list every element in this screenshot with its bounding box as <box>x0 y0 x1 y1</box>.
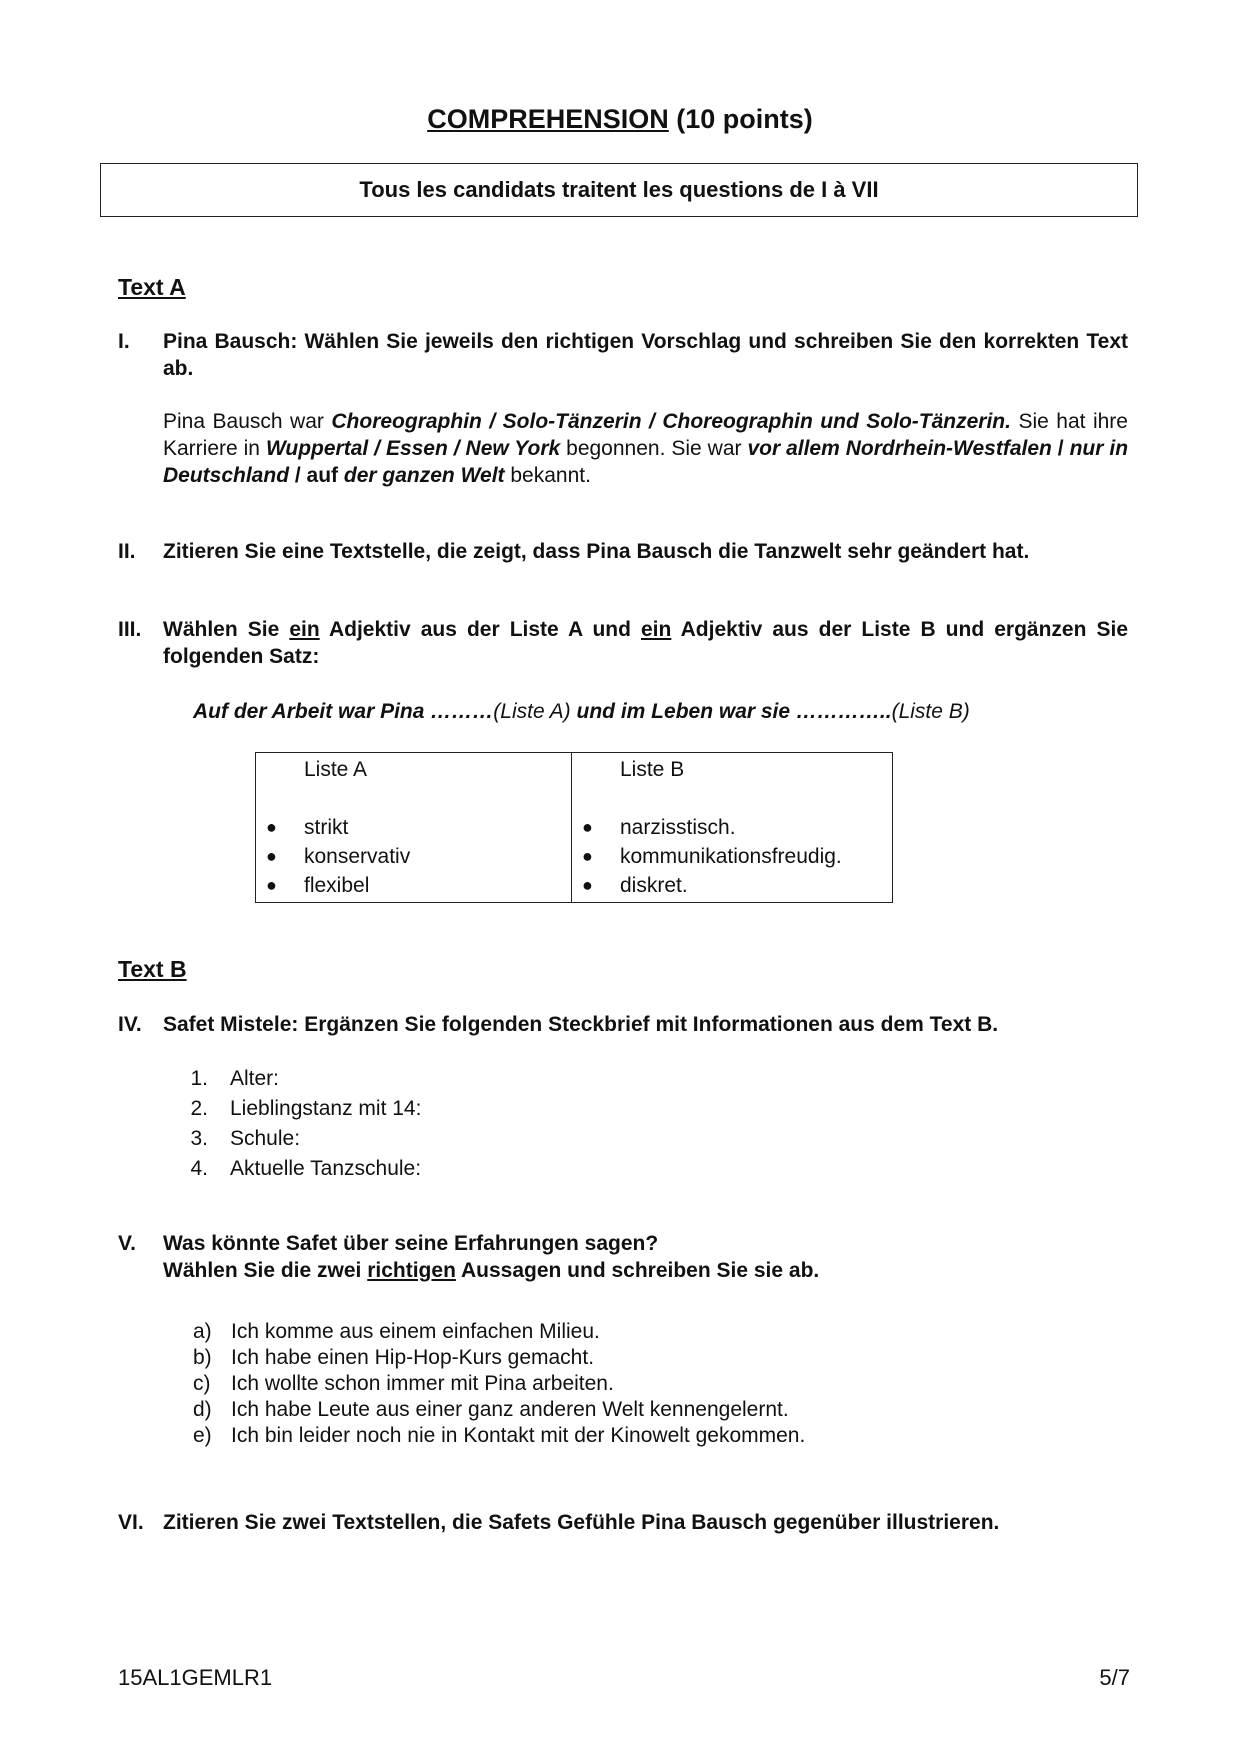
list-item-label: Aktuelle Tanzschule: <box>230 1157 422 1180</box>
option-key: c) <box>193 1372 211 1395</box>
list-number: 4. <box>190 1157 208 1180</box>
page-title <box>0 104 1240 135</box>
title-main: COMPREHENSION <box>427 104 669 134</box>
liste-b <box>572 753 893 903</box>
question-text-emphasis: richtigen <box>367 1259 456 1282</box>
option-text: Ich bin leider noch nie in Kontakt mit der Kinowelt gekommen. <box>231 1424 806 1447</box>
choice-separator: / <box>1051 437 1070 460</box>
choice-option: vor allem Nordrhein-Westfalen <box>747 437 1052 460</box>
list-item <box>160 1154 421 1184</box>
question-number: III. <box>118 618 142 641</box>
list-number: 2. <box>190 1097 208 1120</box>
question-3 <box>118 616 1128 676</box>
bullet-icon: ● <box>582 875 593 895</box>
bullet-icon: ● <box>266 846 277 866</box>
question-number: V. <box>118 1232 136 1255</box>
question-text-line: Was könnte Safet über seine Erfahrungen sagen? <box>163 1232 659 1255</box>
question-text-part: Wählen Sie <box>163 618 290 641</box>
adjective-lists-table <box>255 752 893 903</box>
option-text: Ich habe Leute aus einer ganz anderen Welt kennengelernt. <box>231 1398 789 1421</box>
sentence-hint: (Liste B) <box>891 700 970 723</box>
option-text: Ich habe einen Hip-Hop-Kurs gemacht. <box>231 1346 595 1369</box>
question-text-part: Wählen Sie die zwei <box>163 1259 368 1282</box>
question-2 <box>118 538 1128 568</box>
page-number: 5/7 <box>1099 1665 1130 1690</box>
question-text: Safet Mistele: Ergänzen Sie folgenden Steckbrief mit Informationen aus dem Text B. <box>163 1013 999 1036</box>
list-item <box>193 1319 805 1345</box>
list-item <box>193 1423 805 1449</box>
list-item <box>582 842 892 871</box>
list-item-label: Schule: <box>230 1127 301 1150</box>
section-heading-text-b: Text B <box>118 956 187 982</box>
list-item <box>193 1345 805 1371</box>
list-item-label: flexibel <box>304 874 370 897</box>
instruction-box: Tous les candidats traitent les questions de I à VII <box>100 163 1138 217</box>
option-key: a) <box>193 1320 212 1343</box>
list-item-label: konservativ <box>304 845 411 868</box>
question-text-part: Aussagen und schreiben Sie sie ab. <box>455 1259 820 1282</box>
question-text <box>163 1230 1128 1284</box>
option-key: e) <box>193 1424 212 1447</box>
question-1 <box>118 328 1128 388</box>
question-number: VI. <box>118 1511 144 1534</box>
list-item-label: diskret. <box>620 874 688 897</box>
question-text-part: Adjektiv aus der Liste A und <box>319 618 641 641</box>
question-number: I. <box>118 330 130 353</box>
list-item <box>160 1064 421 1094</box>
question-text: Zitieren Sie eine Textstelle, die zeigt, dass Pina Bausch die Tanzwelt sehr geändert hat. <box>163 540 1030 563</box>
choice-option: Wuppertal / Essen / New York <box>265 437 561 460</box>
list-item <box>582 871 892 900</box>
option-text: Ich wollte schon immer mit Pina arbeiten. <box>231 1372 614 1395</box>
question-text <box>163 616 1128 670</box>
bullet-icon: ● <box>266 817 277 837</box>
question-number: IV. <box>118 1013 142 1036</box>
list-header: Liste A <box>304 758 368 781</box>
option-key: b) <box>193 1346 212 1369</box>
choice-option: auf <box>306 464 344 487</box>
statement-options <box>193 1319 805 1449</box>
paragraph-text: begonnen. Sie war <box>560 437 748 460</box>
list-item-label: strikt <box>304 816 349 839</box>
list-number: 1. <box>190 1067 208 1090</box>
fill-in-sentence <box>193 700 970 724</box>
bullet-icon: ● <box>582 846 593 866</box>
paragraph-text: bekannt. <box>504 464 591 487</box>
sentence-part: und im Leben war sie ………….. <box>570 700 892 723</box>
list-item <box>193 1371 805 1397</box>
list-item-label: narzisstisch. <box>620 816 736 839</box>
list-item-label: Lieblingstanz mit 14: <box>230 1097 422 1120</box>
option-key: d) <box>193 1398 212 1421</box>
list-item <box>193 1397 805 1423</box>
choice-separator: / <box>289 464 307 487</box>
sentence-hint: (Liste A) <box>493 700 571 723</box>
question-text-emphasis: ein <box>641 618 672 641</box>
question-number: II. <box>118 540 136 563</box>
choice-option: nur in Deutschland <box>163 437 1129 487</box>
bullet-icon: ● <box>266 875 277 895</box>
bullet-icon: ● <box>582 817 593 837</box>
question-1-paragraph <box>163 408 1128 489</box>
sentence-part: Auf der Arbeit war Pina ……… <box>193 700 494 723</box>
question-text-emphasis: ein <box>289 618 320 641</box>
question-5 <box>118 1230 1128 1290</box>
liste-a <box>256 753 572 903</box>
list-item <box>266 813 571 842</box>
paragraph-text: Pina Bausch war <box>163 410 332 433</box>
list-item <box>582 813 892 842</box>
title-points: (10 points) <box>668 104 813 134</box>
choice-option: der ganzen Welt <box>343 464 505 487</box>
paragraph-text: Sie hat ihre Karriere in <box>163 410 1128 460</box>
choice-option: Choreographin / Solo-Tänzerin / Choreographin und Solo-Tänzerin. <box>331 410 1011 433</box>
document-code: 15AL1GEMLR1 <box>118 1665 273 1690</box>
question-text-part: Adjektiv aus der Liste B und ergänzen Sie folgenden Satz: <box>163 618 1128 668</box>
list-item-label: Alter: <box>230 1067 280 1090</box>
list-item <box>160 1094 421 1124</box>
option-text: Ich komme aus einem einfachen Milieu. <box>231 1320 600 1343</box>
question-6 <box>118 1509 1128 1539</box>
list-item <box>266 842 571 871</box>
question-text: Zitieren Sie zwei Textstellen, die Safets Gefühle Pina Bausch gegenüber illustrieren. <box>163 1511 1000 1534</box>
question-text: Pina Bausch: Wählen Sie jeweils den richtigen Vorschlag und schreiben Sie den korrekten Text ab. <box>163 330 1128 380</box>
steckbrief-list <box>160 1064 421 1184</box>
list-item-label: kommunikationsfreudig. <box>620 845 842 868</box>
list-item <box>160 1124 421 1154</box>
list-item <box>266 871 571 900</box>
list-number: 3. <box>190 1127 208 1150</box>
question-4 <box>118 1011 1128 1041</box>
section-heading-text-a: Text A <box>118 274 186 300</box>
list-header: Liste B <box>620 758 685 781</box>
